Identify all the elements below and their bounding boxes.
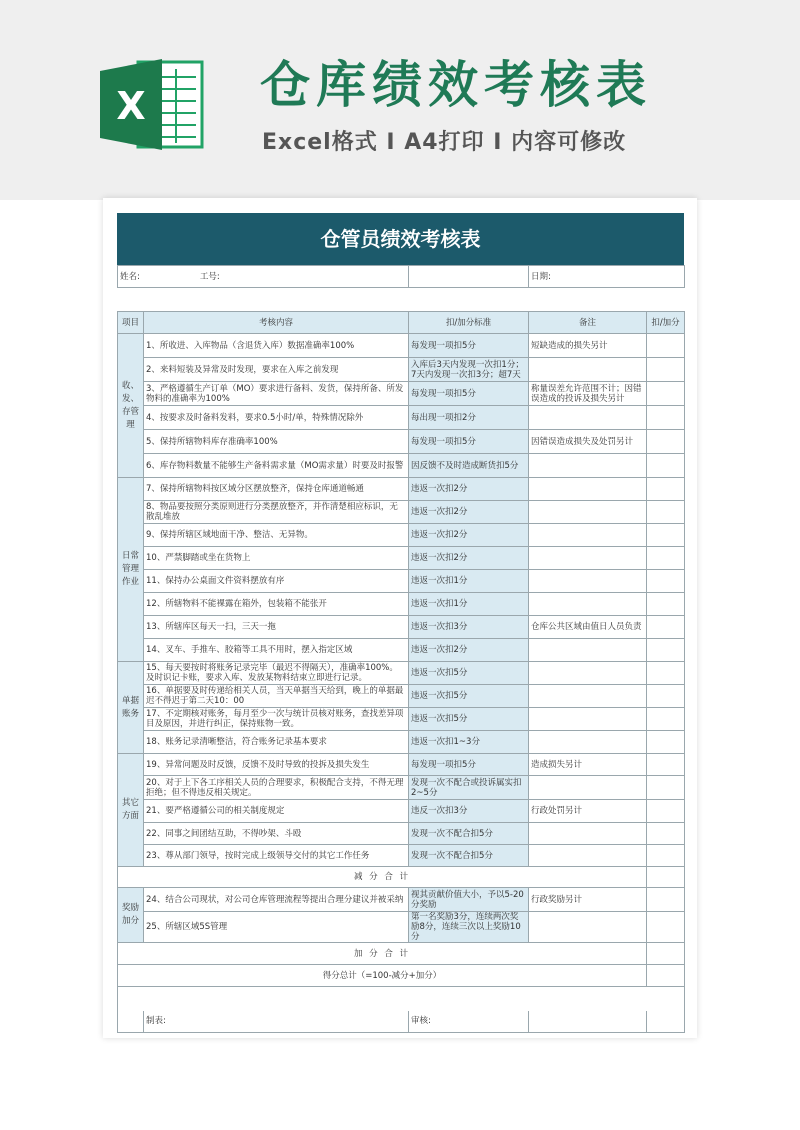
- row-note: 行政奖励另计: [529, 888, 647, 912]
- row-content: 18、账务记录清晰整洁，符合账务记录基本要求: [144, 731, 409, 754]
- table-row: [118, 754, 685, 776]
- row-note: 因错误造成损失及处罚另计: [529, 430, 647, 454]
- row-standard: 每发现一项扣5分: [409, 754, 529, 776]
- row-score[interactable]: [647, 334, 685, 358]
- row-note: [529, 708, 647, 731]
- maker-label: 制表:: [144, 1011, 409, 1033]
- row-standard: 发现一次不配合或投诉属实扣2~5分: [409, 776, 529, 800]
- group-label: 其它方面: [118, 754, 144, 867]
- row-content: 10、严禁脚踏或坐在货物上: [144, 547, 409, 570]
- row-content: 25、所辖区域5S管理: [144, 912, 409, 943]
- table-row: [118, 430, 685, 454]
- row-content: 24、结合公司现状，对公司仓库管理流程等提出合理分建议并被采纳: [144, 888, 409, 912]
- row-standard: 视其贡献价值大小，予以5-20分奖励: [409, 888, 529, 912]
- row-standard: 每发现一项扣5分: [409, 382, 529, 406]
- table-row: [118, 823, 685, 845]
- deduct-total-row: [118, 867, 685, 888]
- final-total-label: 得分总计（=100-减分+加分）: [118, 965, 647, 987]
- row-score[interactable]: [647, 776, 685, 800]
- table-row: [118, 639, 685, 662]
- row-content: 4、按要求及时备料发料，要求0.5小时/单，特殊情况除外: [144, 406, 409, 430]
- row-score[interactable]: [647, 570, 685, 593]
- final-total-row: [118, 965, 685, 987]
- row-content: 19、异常问题及时反馈，反馈不及时导致的投拆及损失发生: [144, 754, 409, 776]
- table-row: [118, 570, 685, 593]
- table-row: [118, 662, 685, 685]
- table-row: [118, 800, 685, 823]
- table-row: [118, 912, 685, 943]
- group-label: 日常管理作业: [118, 478, 144, 662]
- row-score[interactable]: [647, 845, 685, 867]
- row-standard: 违返一次扣2分: [409, 524, 529, 547]
- row-note: [529, 823, 647, 845]
- row-standard: 违返一次扣5分: [409, 708, 529, 731]
- row-content: 13、所辖库区每天一扫，三天一拖: [144, 616, 409, 639]
- row-note: 仓库公共区域由值日人员负责: [529, 616, 647, 639]
- row-standard: 违返一次扣1分: [409, 593, 529, 616]
- row-standard: 违返一次扣1分: [409, 570, 529, 593]
- row-standard: 第一名奖励3分，连续两次奖励8分，连续三次以上奖励10分: [409, 912, 529, 943]
- row-note: [529, 776, 647, 800]
- row-score[interactable]: [647, 430, 685, 454]
- row-standard: 违反一次扣3分: [409, 800, 529, 823]
- row-standard: 违返一次扣5分: [409, 662, 529, 685]
- row-note: 称量误差允许范围不计；因错误造成的投诉及损失另计: [529, 382, 647, 406]
- row-note: [529, 501, 647, 524]
- row-standard: 发现一次不配合扣5分: [409, 823, 529, 845]
- name-label: 姓名:: [120, 271, 140, 282]
- row-score[interactable]: [647, 754, 685, 776]
- row-score[interactable]: [647, 547, 685, 570]
- row-standard: 因反馈不及时造成断货扣5分: [409, 454, 529, 478]
- row-score[interactable]: [647, 639, 685, 662]
- row-score[interactable]: [647, 912, 685, 943]
- row-content: 3、严格遵循生产订单（MO）要求进行备料、发货，保持所备、所发物料的准确率为100%: [144, 382, 409, 406]
- bonus-total-value[interactable]: [647, 943, 685, 965]
- table-row: [118, 524, 685, 547]
- row-standard: 违返一次扣5分: [409, 685, 529, 708]
- row-score[interactable]: [647, 685, 685, 708]
- header-item: 项目: [118, 312, 144, 334]
- banner: [0, 0, 800, 200]
- row-content: 14、叉车、手推车、胶箱等工具不用时，摆入指定区域: [144, 639, 409, 662]
- group-label: 收、发、存管理: [118, 334, 144, 478]
- table-row: [118, 731, 685, 754]
- bonus-total-row: [118, 943, 685, 965]
- row-note: [529, 912, 647, 943]
- row-content: 20、对于上下各工序相关人员的合理要求，积极配合支持，不得无理拒绝；但不得违反相关规定。: [144, 776, 409, 800]
- row-content: 22、同事之间团结互助，不得吵架、斗殴: [144, 823, 409, 845]
- table-row: [118, 406, 685, 430]
- row-note: 行政处罚另计: [529, 800, 647, 823]
- row-standard: 违返一次扣2分: [409, 639, 529, 662]
- blank-row: [118, 288, 685, 312]
- row-content: 15、每天要按时将账务记录完毕（最迟不得隔天），准确率100%。及时识记卡账，要求入库、发放某物料结束立即进行记录。: [144, 662, 409, 685]
- row-content: 21、要严格遵循公司的相关制度规定: [144, 800, 409, 823]
- header-score: 扣/加分: [647, 312, 685, 334]
- row-score[interactable]: [647, 358, 685, 382]
- row-content: 16、单据要及时传递给相关人员，当天单据当天给到，晚上的单据最迟不得迟于第二天10：00: [144, 685, 409, 708]
- row-content: 5、保持所辖物料库存准确率100%: [144, 430, 409, 454]
- row-standard: 违返一次扣3分: [409, 616, 529, 639]
- row-content: 9、保持所辖区域地面干净、整洁、无异物。: [144, 524, 409, 547]
- page-title: 仓库绩效考核表: [260, 56, 652, 114]
- row-standard: 违返一次扣2分: [409, 547, 529, 570]
- row-note: [529, 406, 647, 430]
- row-standard: 每发现一项扣5分: [409, 334, 529, 358]
- row-content: 2、来料短装及异常及时发现，要求在入库之前发现: [144, 358, 409, 382]
- row-standard: 每出现一项扣2分: [409, 406, 529, 430]
- table-row: [118, 334, 685, 358]
- table-row: [118, 708, 685, 731]
- deduct-total-label: 减 分 合 计: [118, 867, 647, 888]
- row-score[interactable]: [647, 478, 685, 501]
- row-note: [529, 639, 647, 662]
- page-subtitle: Excel格式 I A4打印 I 内容可修改: [262, 130, 627, 155]
- final-total-value[interactable]: [647, 965, 685, 987]
- row-note: 短缺造成的损失另计: [529, 334, 647, 358]
- assessment-table: [117, 265, 685, 1033]
- row-score[interactable]: [647, 708, 685, 731]
- row-content: 1、所收进、入库物品（含退货入库）数据准确率100%: [144, 334, 409, 358]
- row-note: [529, 662, 647, 685]
- row-score[interactable]: [647, 616, 685, 639]
- row-note: [529, 685, 647, 708]
- deduct-total-value[interactable]: [647, 867, 685, 888]
- table-row: [118, 616, 685, 639]
- row-score[interactable]: [647, 501, 685, 524]
- table-row: [118, 358, 685, 382]
- row-note: [529, 454, 647, 478]
- bonus-total-label: 加 分 合 计: [118, 943, 647, 965]
- row-content: 17、不定期核对账务，每月至少一次与统计员核对账务，查找差异项目及原因，并进行纠正，保持账物一致。: [144, 708, 409, 731]
- group-label: 奖励加分: [118, 888, 144, 943]
- table-row: [118, 547, 685, 570]
- logo-letter: X: [116, 84, 146, 128]
- row-standard: 违返一次扣1~3分: [409, 731, 529, 754]
- document-title: 仓管员绩效考核表: [117, 213, 684, 265]
- table-row: [118, 593, 685, 616]
- row-standard: 违返一次扣2分: [409, 501, 529, 524]
- info-row: [118, 266, 685, 288]
- row-score[interactable]: [647, 524, 685, 547]
- row-note: 造成损失另计: [529, 754, 647, 776]
- table-row: [118, 478, 685, 501]
- row-content: 8、物品要按照分类原则进行分类摆放整齐，并作清楚相应标识，无散乱堆放: [144, 501, 409, 524]
- reviewer-label: 审核:: [409, 1011, 529, 1033]
- row-content: 6、库存物料数量不能够生产备料需求量（MO需求量）时要及时报警: [144, 454, 409, 478]
- row-score[interactable]: [647, 731, 685, 754]
- row-score[interactable]: [647, 888, 685, 912]
- group-label: 单据账务: [118, 662, 144, 754]
- row-note: [529, 845, 647, 867]
- row-note: [529, 358, 647, 382]
- spacer-row: [118, 987, 685, 1011]
- row-note: [529, 593, 647, 616]
- id-label: 工号:: [199, 271, 220, 282]
- row-note: [529, 731, 647, 754]
- table-row: [118, 501, 685, 524]
- row-content: 11、保持办公桌面文件资料摆放有序: [144, 570, 409, 593]
- table-row: [118, 776, 685, 800]
- row-note: [529, 524, 647, 547]
- table-row: [118, 454, 685, 478]
- row-content: 7、保持所辖物料按区域分区摆放整齐，保持仓库通道畅通: [144, 478, 409, 501]
- header-note: 备注: [529, 312, 647, 334]
- date-label: 日期:: [529, 266, 685, 288]
- row-note: [529, 478, 647, 501]
- excel-logo: [100, 57, 205, 152]
- table-row: [118, 888, 685, 912]
- row-score[interactable]: [647, 662, 685, 685]
- table-row: [118, 382, 685, 406]
- row-score[interactable]: [647, 593, 685, 616]
- row-note: [529, 547, 647, 570]
- row-score[interactable]: [647, 823, 685, 845]
- signature-row: [118, 1011, 685, 1033]
- row-note: [529, 570, 647, 593]
- row-standard: 违返一次扣2分: [409, 478, 529, 501]
- row-standard: 发现一次不配合扣5分: [409, 845, 529, 867]
- row-content: 12、所辖物料不能裸露在箱外，包装箱不能张开: [144, 593, 409, 616]
- header-content: 考核内容: [144, 312, 409, 334]
- row-score[interactable]: [647, 382, 685, 406]
- row-score[interactable]: [647, 800, 685, 823]
- row-score[interactable]: [647, 454, 685, 478]
- table-row: [118, 685, 685, 708]
- row-score[interactable]: [647, 406, 685, 430]
- row-standard: 每发现一项扣5分: [409, 430, 529, 454]
- row-content: 23、尊从部门领导，按时完成上级领导交付的其它工作任务: [144, 845, 409, 867]
- row-standard: 入库后3天内发现一次扣1分；7天内发现一次扣3分；超7天: [409, 358, 529, 382]
- header-standard: 扣/加分标准: [409, 312, 529, 334]
- header-row: [118, 312, 685, 334]
- table-row: [118, 845, 685, 867]
